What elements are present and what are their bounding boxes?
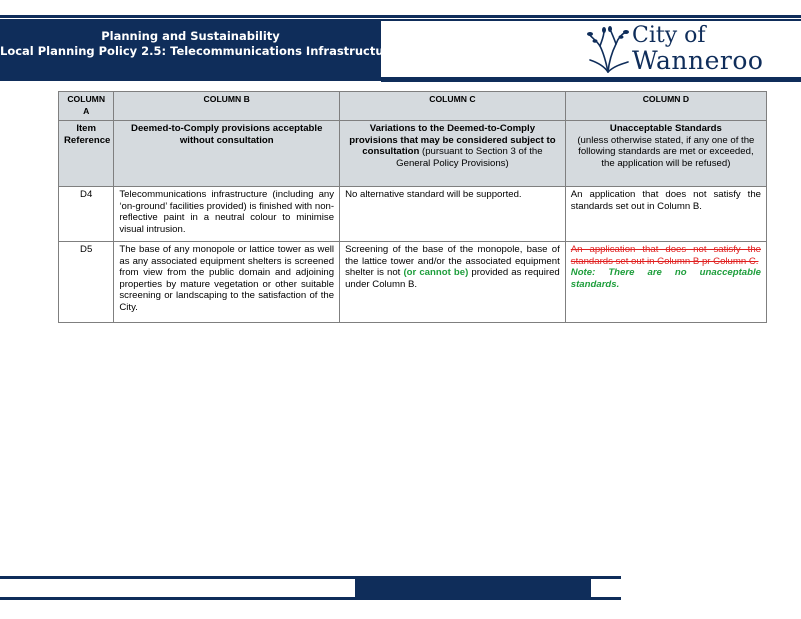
- column-c-cell: No alternative standard will be supported.: [340, 187, 566, 242]
- unacceptable-standards-heading: [565, 121, 766, 187]
- column-b-header: COLUMN B: [114, 92, 340, 121]
- deleted-text: An application that does not satisfy the standards set out in Column B pr Column C.: [570, 244, 761, 267]
- department-title: Planning and Sustainability: [101, 29, 280, 43]
- variation-text: Screening of the base of the monopole, base of the lattice tower and/or the associated equipment shelter is not: [345, 244, 560, 279]
- policy-standards-table: [58, 91, 767, 323]
- policy-title: Local Planning Policy 2.5: Telecommunications Infrastructure: [0, 44, 398, 58]
- item-reference-heading: Item Reference: [59, 121, 114, 187]
- column-a-header: COLUMN A: [59, 92, 114, 121]
- logo-text-wanneroo: Wanneroo: [632, 46, 764, 75]
- unacceptable-heading-note: (unless otherwise stated, if any one of the following standards are met or exceeded, the application will be refused): [577, 134, 755, 169]
- deemed-to-comply-heading: Deemed-to-Comply provisions acceptable without consultation: [114, 121, 340, 187]
- column-c-cell: [340, 242, 566, 323]
- footer-block: [355, 579, 591, 597]
- item-reference-cell: D5: [59, 242, 114, 323]
- column-header-row: [59, 92, 767, 121]
- header-title-band: [0, 19, 398, 81]
- item-reference-cell: D4: [59, 187, 114, 242]
- column-b-cell: Telecommunications infrastructure (including any ‘on-ground’ facilities provided) is finished with non-reflective paint in a neutral colour to minimise visual intrusion.: [114, 187, 340, 242]
- table-row: [59, 187, 767, 242]
- column-b-cell: The base of any monopole or lattice tower as well as any associated equipment shelters is screened from view from the public domain and adjoining properties by mature vegetation or other suitable screening or landscaping to the satisfaction of the City.: [114, 242, 340, 323]
- column-d-cell: An application that does not satisfy the standards set out in Column B.: [565, 187, 766, 242]
- unacceptable-heading-bold: Unacceptable Standards: [609, 123, 722, 134]
- inserted-text: (or cannot be): [403, 267, 469, 279]
- column-d-cell: [565, 242, 766, 323]
- column-c-header: COLUMN C: [340, 92, 566, 121]
- logo-text-city-of: City of: [632, 23, 706, 48]
- variations-heading-bold: Variations to the Deemed-to-Comply provisions that may be considered subject to consultation: [349, 123, 556, 158]
- footer-bottom-rule: [0, 597, 621, 600]
- header-right-rule: [381, 77, 801, 82]
- header-right-thin-rule: [381, 19, 801, 21]
- header-top-rule: [0, 15, 801, 18]
- inserted-note: Note: There are no unacceptable standards.: [570, 267, 761, 290]
- city-of-wanneroo-logo: [582, 24, 767, 76]
- column-d-header: COLUMN D: [565, 92, 766, 121]
- variation-text-end: provided as required under Column B.: [345, 267, 560, 290]
- variations-heading: [340, 121, 566, 187]
- column-description-row: [59, 121, 767, 187]
- table-row: [59, 242, 767, 323]
- kangaroo-paw-icon: [586, 26, 630, 74]
- variations-heading-note: (pursuant to Section 3 of the General Policy Provisions): [396, 146, 543, 169]
